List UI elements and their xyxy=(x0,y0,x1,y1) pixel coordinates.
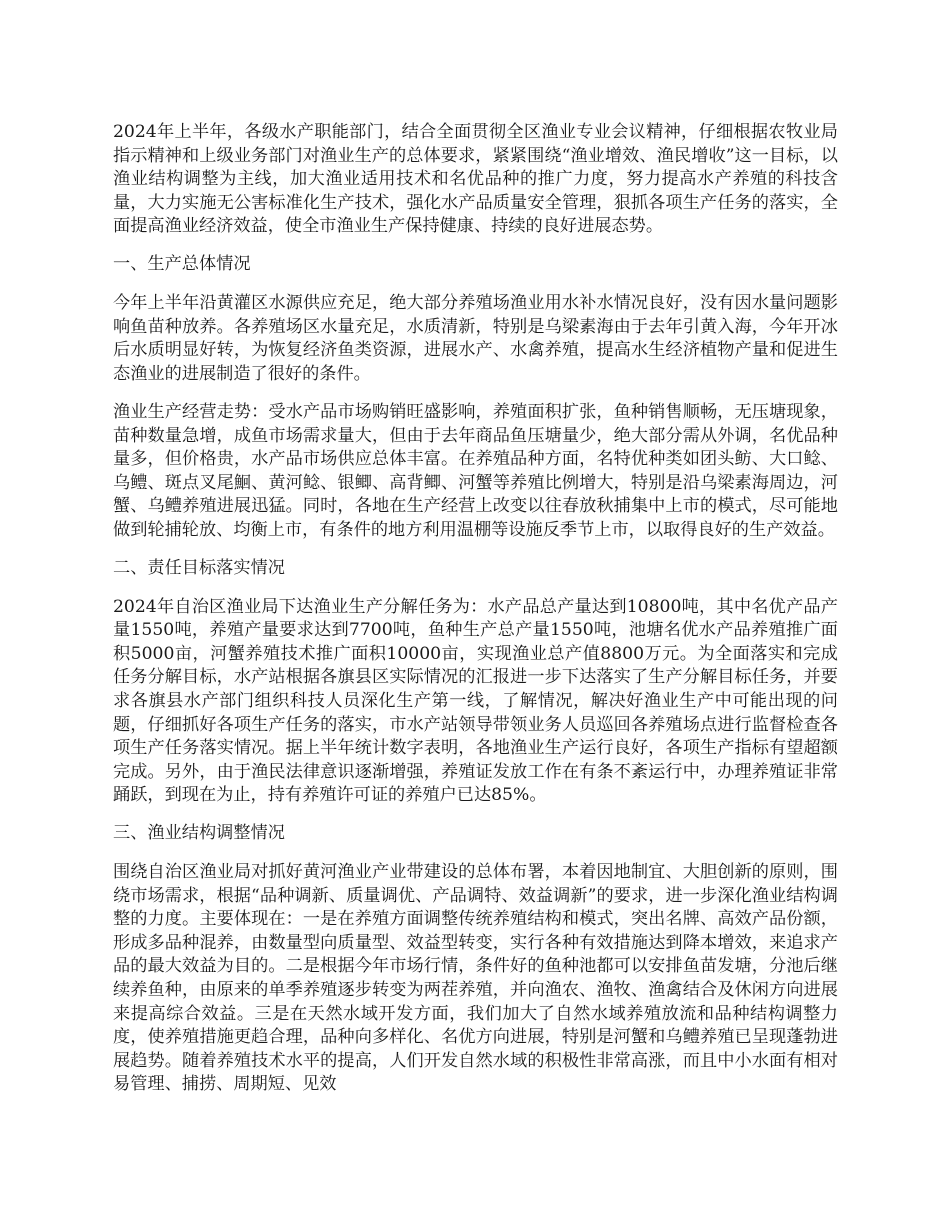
section-heading-structure-adjustment: 三、渔业结构调整情况 xyxy=(113,823,285,844)
section-heading-production-overview: 一、生产总体情况 xyxy=(113,254,251,275)
intro-paragraph: 2024年上半年，各级水产职能部门，结合全面贯彻全区渔业专业会议精神，仔细根据农牧业局指示精神和上级业务部门对渔业生产的总体要求，紧紧围绕“渔业增效、渔民增收”这一目标，以渔业结构调整为主线，加大渔业适用技术和名优品种的推广力度，努力提高水产养殖的科技含量，大力实施无公害标准化生产技术，强化水产品质量安全管理，狠抓各项生产任务的落实，全面提高渔业经济效益，使全市渔业生产保持健康、持续的良好进展态势。 xyxy=(113,122,838,237)
paragraph-task-targets: 2024年自治区渔业局下达渔业生产分解任务为：水产品总产量达到10800吨，其中名优产品产量1550吨，养殖产量要求达到7700吨，鱼种生产总产量1550吨，池塘名优水产品养殖推广面积5000亩，河蟹养殖技术推广面积10000亩，实现渔业总产值8800万元。为全面落实和完成任务分解目标，水产站根据各旗县区实际情况的汇报进一步下达落实了生产分解目标任务，并要求各旗县水产部门组织科技人员深化生产第一线，了解情况，解决好渔业生产中可能出现的问题，仔细抓好各项生产任务的落实，市水产站领导带领业务人员巡回各养殖场点进行监督检查各项生产任务落实情况。据上半年统计数字表明，各地渔业生产运行良好，各项生产指标有望超额完成。另外，由于渔民法律意识逐渐增强，养殖证发放工作在有条不紊运行中，办理养殖证非常踊跃，到现在为止，持有养殖许可证的养殖户已达85%。 xyxy=(113,596,838,806)
section-heading-target-implementation: 二、责任目标落实情况 xyxy=(113,558,285,578)
paragraph-water-supply: 今年上半年沿黄灌区水源供应充足，绝大部分养殖场渔业用水补水情况良好，没有因水量问题影响鱼苗种放养。各养殖场区水量充足，水质清新，特别是乌梁素海由于去年引黄入海，今年开冰后水质明显好转，为恢复经济鱼类资源，进展水产、水禽养殖，提高水生经济植物产量和促进生态渔业的进展制造了很好的条件。 xyxy=(113,293,838,384)
document-body xyxy=(113,121,838,1111)
paragraph-structure-adjustment: 围绕自治区渔业局对抓好黄河渔业产业带建设的总体布署，本着因地制宜、大胆创新的原则，围绕市场需求，根据“品种调新、质量调优、产品调特、效益调新”的要求，进一步深化渔业结构调整的力度。主要体现在：一是在养殖方面调整传统养殖结构和模式，突出名牌、高效产品份额，形成多品种混养，由数量型向质量型、效益型转变，实行各种有效措施达到降本增效，来追求产品的最大效益为目的。二是根据今年市场行情，条件好的鱼种池都可以安排鱼苗发塘，分池后继续养鱼种，由原来的单季养殖逐步转变为两茬养殖，并向渔农、渔牧、渔禽结合及休闲方向进展来提高综合效益。三是在天然水域开发方面，我们加大了自然水域养殖放流和品种结构调整力度，使养殖措施更趋合理，品种向多样化、名优方向进展，特别是河蟹和乌鳢养殖已呈现蓬勃进展趋势。随着养殖技术水平的提高，人们开发自然水域的积极性非常高涨，而且中小水面有相对易管理、捕捞、周期短、见效 xyxy=(113,862,838,1095)
paragraph-market-trend: 渔业生产经营走势：受水产品市场购销旺盛影响，养殖面积扩张，鱼种销售顺畅，无压塘现象，苗种数量急增，成鱼市场需求量大，但由于去年商品鱼压塘量少，绝大部分需从外调，名优品种量多，但价格贵，水产品市场供应总体丰富。在养殖品种方面，名特优种类如团头鲂、大口鲶、乌鳢、斑点叉尾鮰、黄河鲶、银鲫、高背鲫、河蟹等养殖比例增大，特别是沿乌梁素海周边，河蟹、乌鳢养殖进展迅猛。同时，各地在生产经营上改变以往春放秋捕集中上市的模式，尽可能地做到轮捕轮放、均衡上市，有条件的地方利用温棚等设施反季节上市，以取得良好的生产效益。 xyxy=(113,401,838,540)
